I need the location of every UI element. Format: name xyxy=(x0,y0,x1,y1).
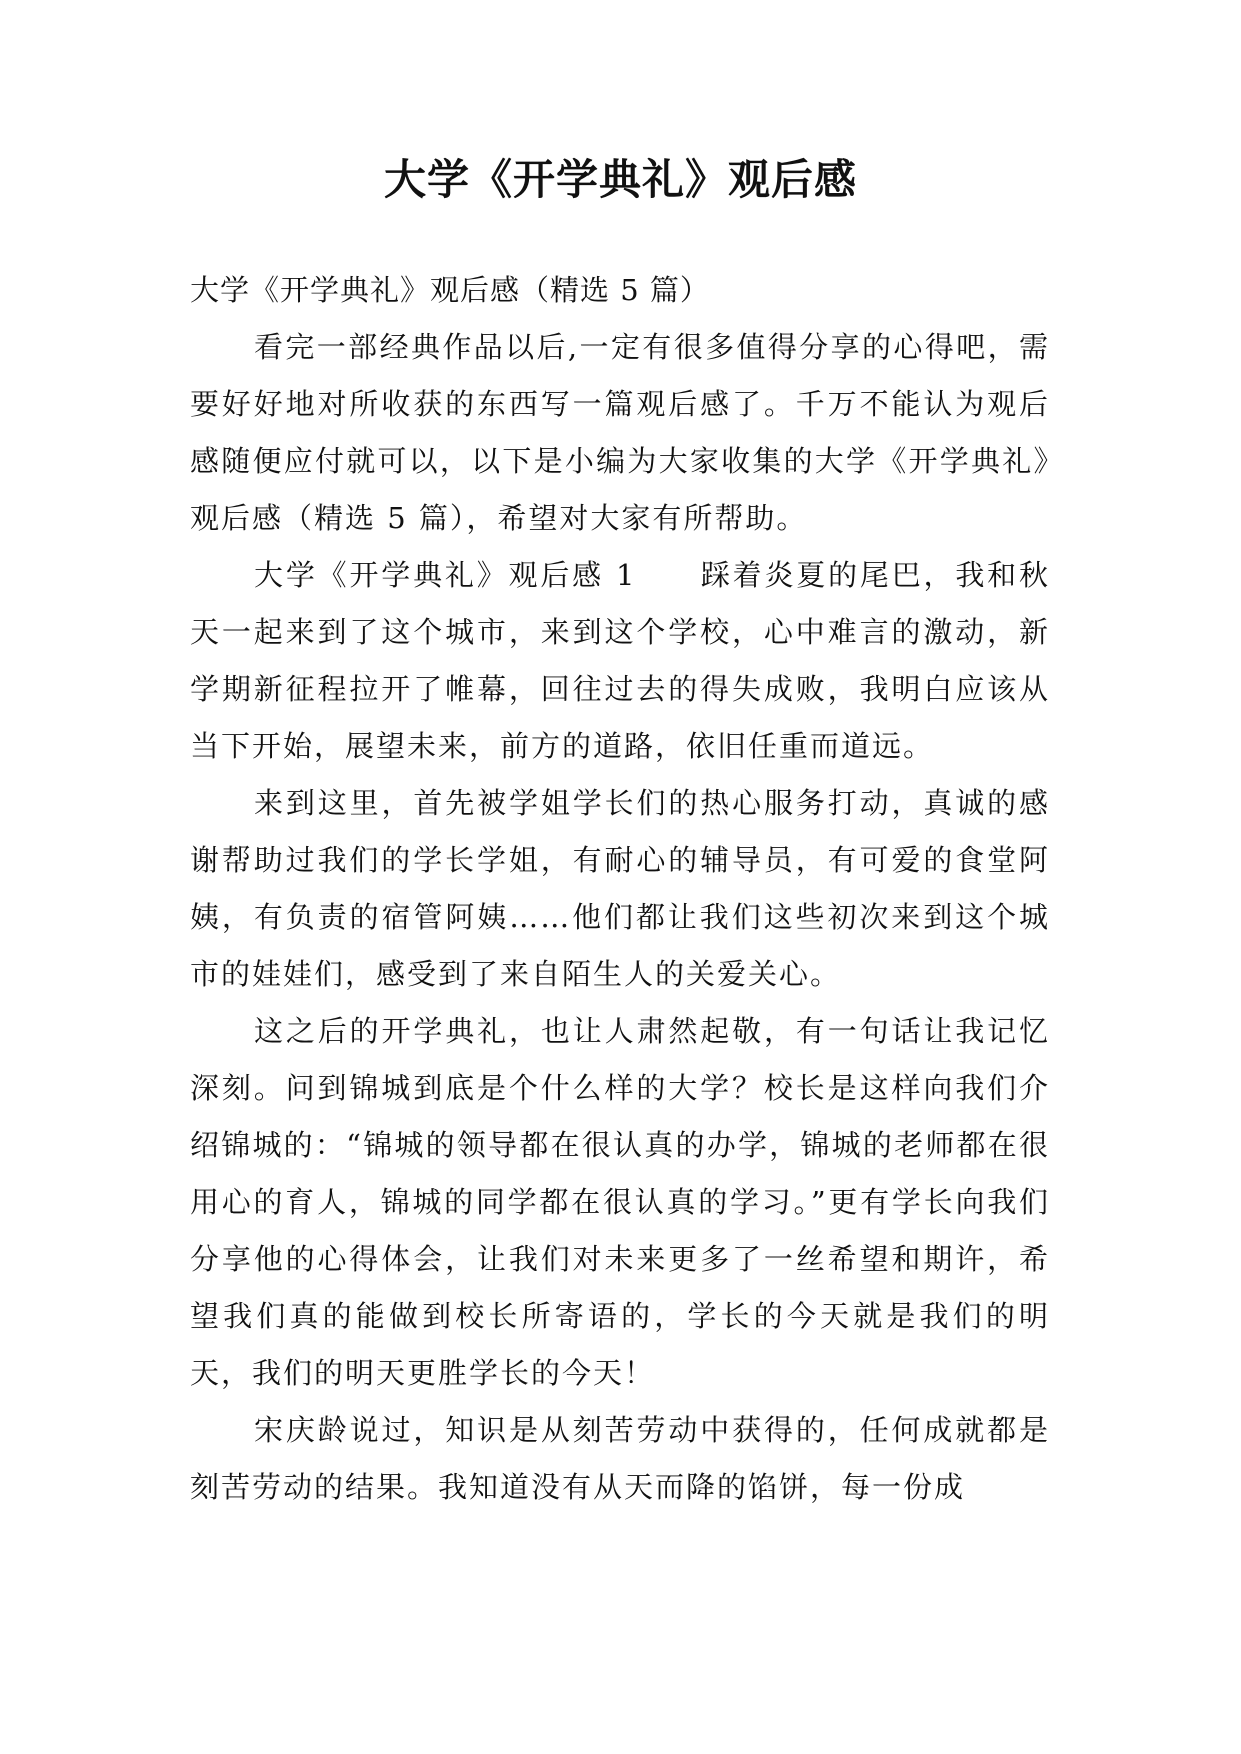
paragraph-gratitude: 来到这里，首先被学姐学长们的热心服务打动，真诚的感谢帮助过我们的学长学姐，有耐心的辅导员，有可爱的食堂阿姨，有负责的宿管阿姨……他们都让我们这些初次来到这个城市的娃娃们，感受到了来自陌生人的关爱关心。 xyxy=(190,786,1050,991)
document-subtitle: 大学《开学典礼》观后感（精选 5 篇） xyxy=(190,273,710,307)
paragraph-quote: 宋庆龄说过，知识是从刻苦劳动中获得的，任何成就都是刻苦劳动的结果。我知道没有从天而降的馅饼，每一份成 xyxy=(190,1413,1050,1504)
paragraph-essay-1-opening: 大学《开学典礼》观后感 1 踩着炎夏的尾巴，我和秋天一起来到了这个城市，来到这个学校，心中难言的激动，新学期新征程拉开了帷幕，回往过去的得失成败，我明白应该从当下开始，展望未来，前方的道路，依旧任重而道远。 xyxy=(190,558,1050,763)
document-title: 大学《开学典礼》观后感 xyxy=(383,155,857,204)
paragraph-ceremony: 这之后的开学典礼，也让人肃然起敬，有一句话让我记忆深刻。问到锦城到底是个什么样的大学？校长是这样向我们介绍锦城的：“锦城的领导都在很认真的办学，锦城的老师都在很用心的育人，锦城的同学都在很认真的学习。”更有学长向我们分享他的心得体会，让我们对未来更多了一丝希望和期许，希望我们真的能做到校长所寄语的，学长的今天就是我们的明天，我们的明天更胜学长的今天！ xyxy=(190,1014,1050,1390)
paragraph-intro: 看完一部经典作品以后,一定有很多值得分享的心得吧，需要好好地对所收获的东西写一篇观后感了。千万不能认为观后感随便应付就可以，以下是小编为大家收集的大学《开学典礼》观后感（精选 5 篇），希望对大家有所帮助。 xyxy=(190,330,1050,535)
document-body xyxy=(190,262,1050,1516)
